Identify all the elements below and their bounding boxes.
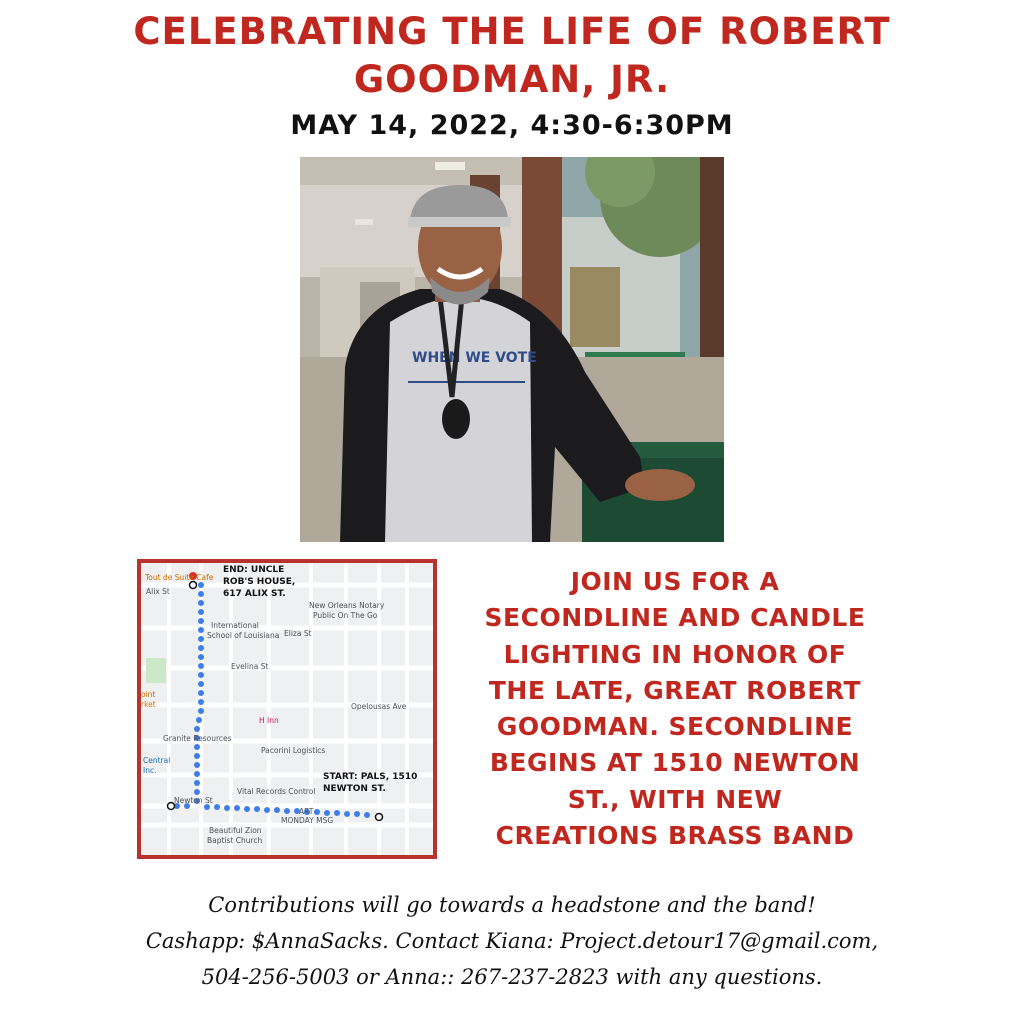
map-place-market-1: oint — [141, 690, 156, 699]
map-place-central-1: Central — [143, 756, 171, 765]
map-place-monday-1: ART — [299, 807, 314, 816]
portrait-photo — [300, 157, 724, 542]
map-street-evelina: Evelina St — [231, 662, 269, 671]
contribution-info — [0, 887, 1024, 995]
event-date: MAY 14, 2022, 4:30-6:30PM — [290, 110, 734, 141]
invite-line-1: JOIN US FOR A — [570, 567, 780, 596]
invitation-text — [455, 564, 895, 854]
title-line-2: GOODMAN, JR. — [353, 58, 671, 101]
map-street-alix: Alix St — [146, 587, 170, 596]
map-place-granite: Granite Resources — [163, 734, 232, 743]
invite-line-6: BEGINS AT 1510 NEWTON — [489, 748, 861, 778]
invite-line-8: CREATIONS BRASS BAND — [495, 821, 855, 851]
footer-line-2: Cashapp: $AnnaSacks. Contact Kiana: Project.detour17@gmail.com, — [145, 929, 879, 953]
map-street-eliza: Eliza St — [284, 629, 312, 638]
map-place-hinn: H Inn — [259, 716, 279, 725]
map-place-pacorini: Pacorini Logistics — [261, 746, 326, 755]
map-street-newton: Newton St — [174, 796, 213, 805]
map-place-vital: Vital Records Control — [237, 787, 316, 796]
route-end-point — [190, 582, 197, 589]
map-place-school-2: School of Louisiana — [207, 631, 280, 640]
invite-line-5: GOODMAN. SECONDLINE — [496, 712, 854, 742]
map-place-notary-2: Public On The Go — [313, 611, 378, 620]
footer-line-3: 504-256-5003 or Anna:: 267-237-2823 with any questions. — [201, 965, 823, 989]
invite-line-7: ST., WITH NEW — [567, 784, 783, 814]
invite-line-4: THE LATE, GREAT ROBERT — [488, 675, 862, 705]
title-line-1: CELEBRATING THE LIFE OF ROBERT — [133, 10, 891, 53]
invite-line-3: LIGHTING IN HONOR OF — [503, 639, 847, 669]
route-start-point — [376, 814, 383, 821]
map-end-label: END: UNCLE ROB'S HOUSE, 617 ALIX ST. — [223, 565, 296, 599]
map-place-notary-1: New Orleans Notary — [309, 601, 385, 610]
map-place-cafe: Tout de Suite Cafe — [145, 573, 214, 582]
map-place-school-1: International — [211, 621, 259, 630]
map-place-church-1: Beautiful Zion — [209, 826, 262, 835]
map-place-central-2: Inc. — [143, 766, 157, 775]
shirt-text: WHEN WE VOTE — [412, 350, 537, 366]
invite-line-2: SECONDLINE AND CANDLE — [484, 603, 866, 633]
event-title — [0, 8, 1024, 104]
map-place-monday-2: MONDAY MSG — [281, 816, 334, 825]
map-place-market-2: rket — [141, 700, 156, 709]
map-street-opelousas: Opelousas Ave — [351, 702, 407, 711]
footer-line-1: Contributions will go towards a headstone and the band! — [208, 893, 816, 917]
map-start-label: START: PALS, 1510 NEWTON ST. — [323, 772, 418, 794]
map-place-church-2: Baptist Church — [207, 836, 263, 845]
route-map[interactable] — [137, 559, 437, 859]
